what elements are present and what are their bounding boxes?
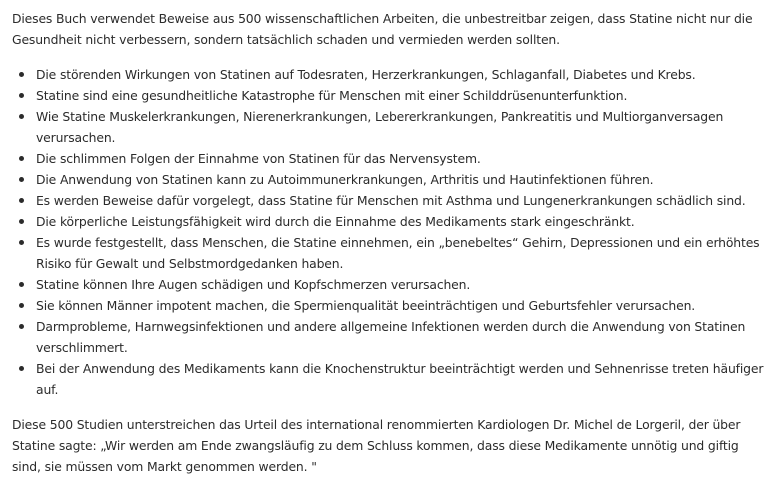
intro-paragraph: Dieses Buch verwendet Beweise aus 500 wissenschaftlichen Arbeiten, die unbestreitbar zeigen, dass Statine nicht nur die Gesundheit nicht verbessern, sondern tatsächlich schaden und vermieden werden sollten. — [12, 11, 753, 47]
bullet-icon — [19, 114, 24, 119]
bullet-icon — [19, 240, 24, 245]
list-item — [12, 232, 764, 274]
bullet-icon — [19, 72, 24, 77]
list-item — [12, 169, 764, 190]
list-item — [12, 85, 764, 106]
bullet-icon — [19, 156, 24, 161]
bullet-icon — [19, 177, 24, 182]
list-item-text: Die körperliche Leistungsfähigkeit wird durch die Einnahme des Medikaments stark eingeschränkt. — [36, 214, 635, 229]
list-item — [12, 358, 764, 400]
bullet-icon — [19, 303, 24, 308]
list-item-text: Wie Statine Muskelerkrankungen, Nierenerkrankungen, Lebererkrankungen, Pankreatitis und Multiorganversagen verursachen. — [36, 109, 724, 145]
list-item — [12, 295, 764, 316]
bullet-icon — [19, 324, 24, 329]
list-item — [12, 106, 764, 148]
bullet-icon — [19, 198, 24, 203]
list-item-text: Sie können Männer impotent machen, die Spermienqualität beeinträchtigen und Geburtsfehler verursachen. — [36, 298, 696, 313]
list-item — [12, 211, 764, 232]
outro-paragraph: Diese 500 Studien unterstreichen das Urteil des international renommierten Kardiologen Dr. Michel de Lorgeril, der über Statine sagte: „Wir werden am Ende zwangsläufig zu dem Schluss kommen, dass diese Medikamente unnötig und giftig sind, sie müssen vom Markt genommen werden. " — [12, 417, 741, 474]
list-item-text: Statine können Ihre Augen schädigen und Kopfschmerzen verursachen. — [36, 277, 471, 292]
bullet-icon — [19, 219, 24, 224]
list-item-text: Statine sind eine gesundheitliche Katastrophe für Menschen mit einer Schilddrüsenunterfunktion. — [36, 88, 628, 103]
list-item-text: Bei der Anwendung des Medikaments kann die Knochenstruktur beeinträchtigt werden und Sehnenrisse treten häufiger auf. — [36, 361, 764, 397]
list-item — [12, 316, 764, 358]
list-item — [12, 190, 764, 211]
bullet-icon — [19, 93, 24, 98]
list-item-text: Es wurde festgestellt, dass Menschen, die Statine einnehmen, ein „benebeltes“ Gehirn, Depressionen und ein erhöhtes Risiko für Gewalt und Selbstmordgedanken haben. — [36, 235, 760, 271]
list-item-text: Die störenden Wirkungen von Statinen auf Todesraten, Herzerkrankungen, Schlaganfall, Diabetes und Krebs. — [36, 67, 696, 82]
list-item — [12, 148, 764, 169]
list-item-text: Es werden Beweise dafür vorgelegt, dass Statine für Menschen mit Asthma und Lungenerkrankungen schädlich sind. — [36, 193, 746, 208]
list-item — [12, 64, 764, 85]
list-item — [12, 274, 764, 295]
claims-list — [12, 64, 764, 400]
list-item-text: Die Anwendung von Statinen kann zu Autoimmunerkrankungen, Arthritis und Hautinfektionen führen. — [36, 172, 654, 187]
bullet-icon — [19, 282, 24, 287]
list-item-text: Die schlimmen Folgen der Einnahme von Statinen für das Nervensystem. — [36, 151, 481, 166]
bullet-icon — [19, 366, 24, 371]
list-item-text: Darmprobleme, Harnwegsinfektionen und andere allgemeine Infektionen werden durch die Anwendung von Statinen verschlimmert. — [36, 319, 746, 355]
